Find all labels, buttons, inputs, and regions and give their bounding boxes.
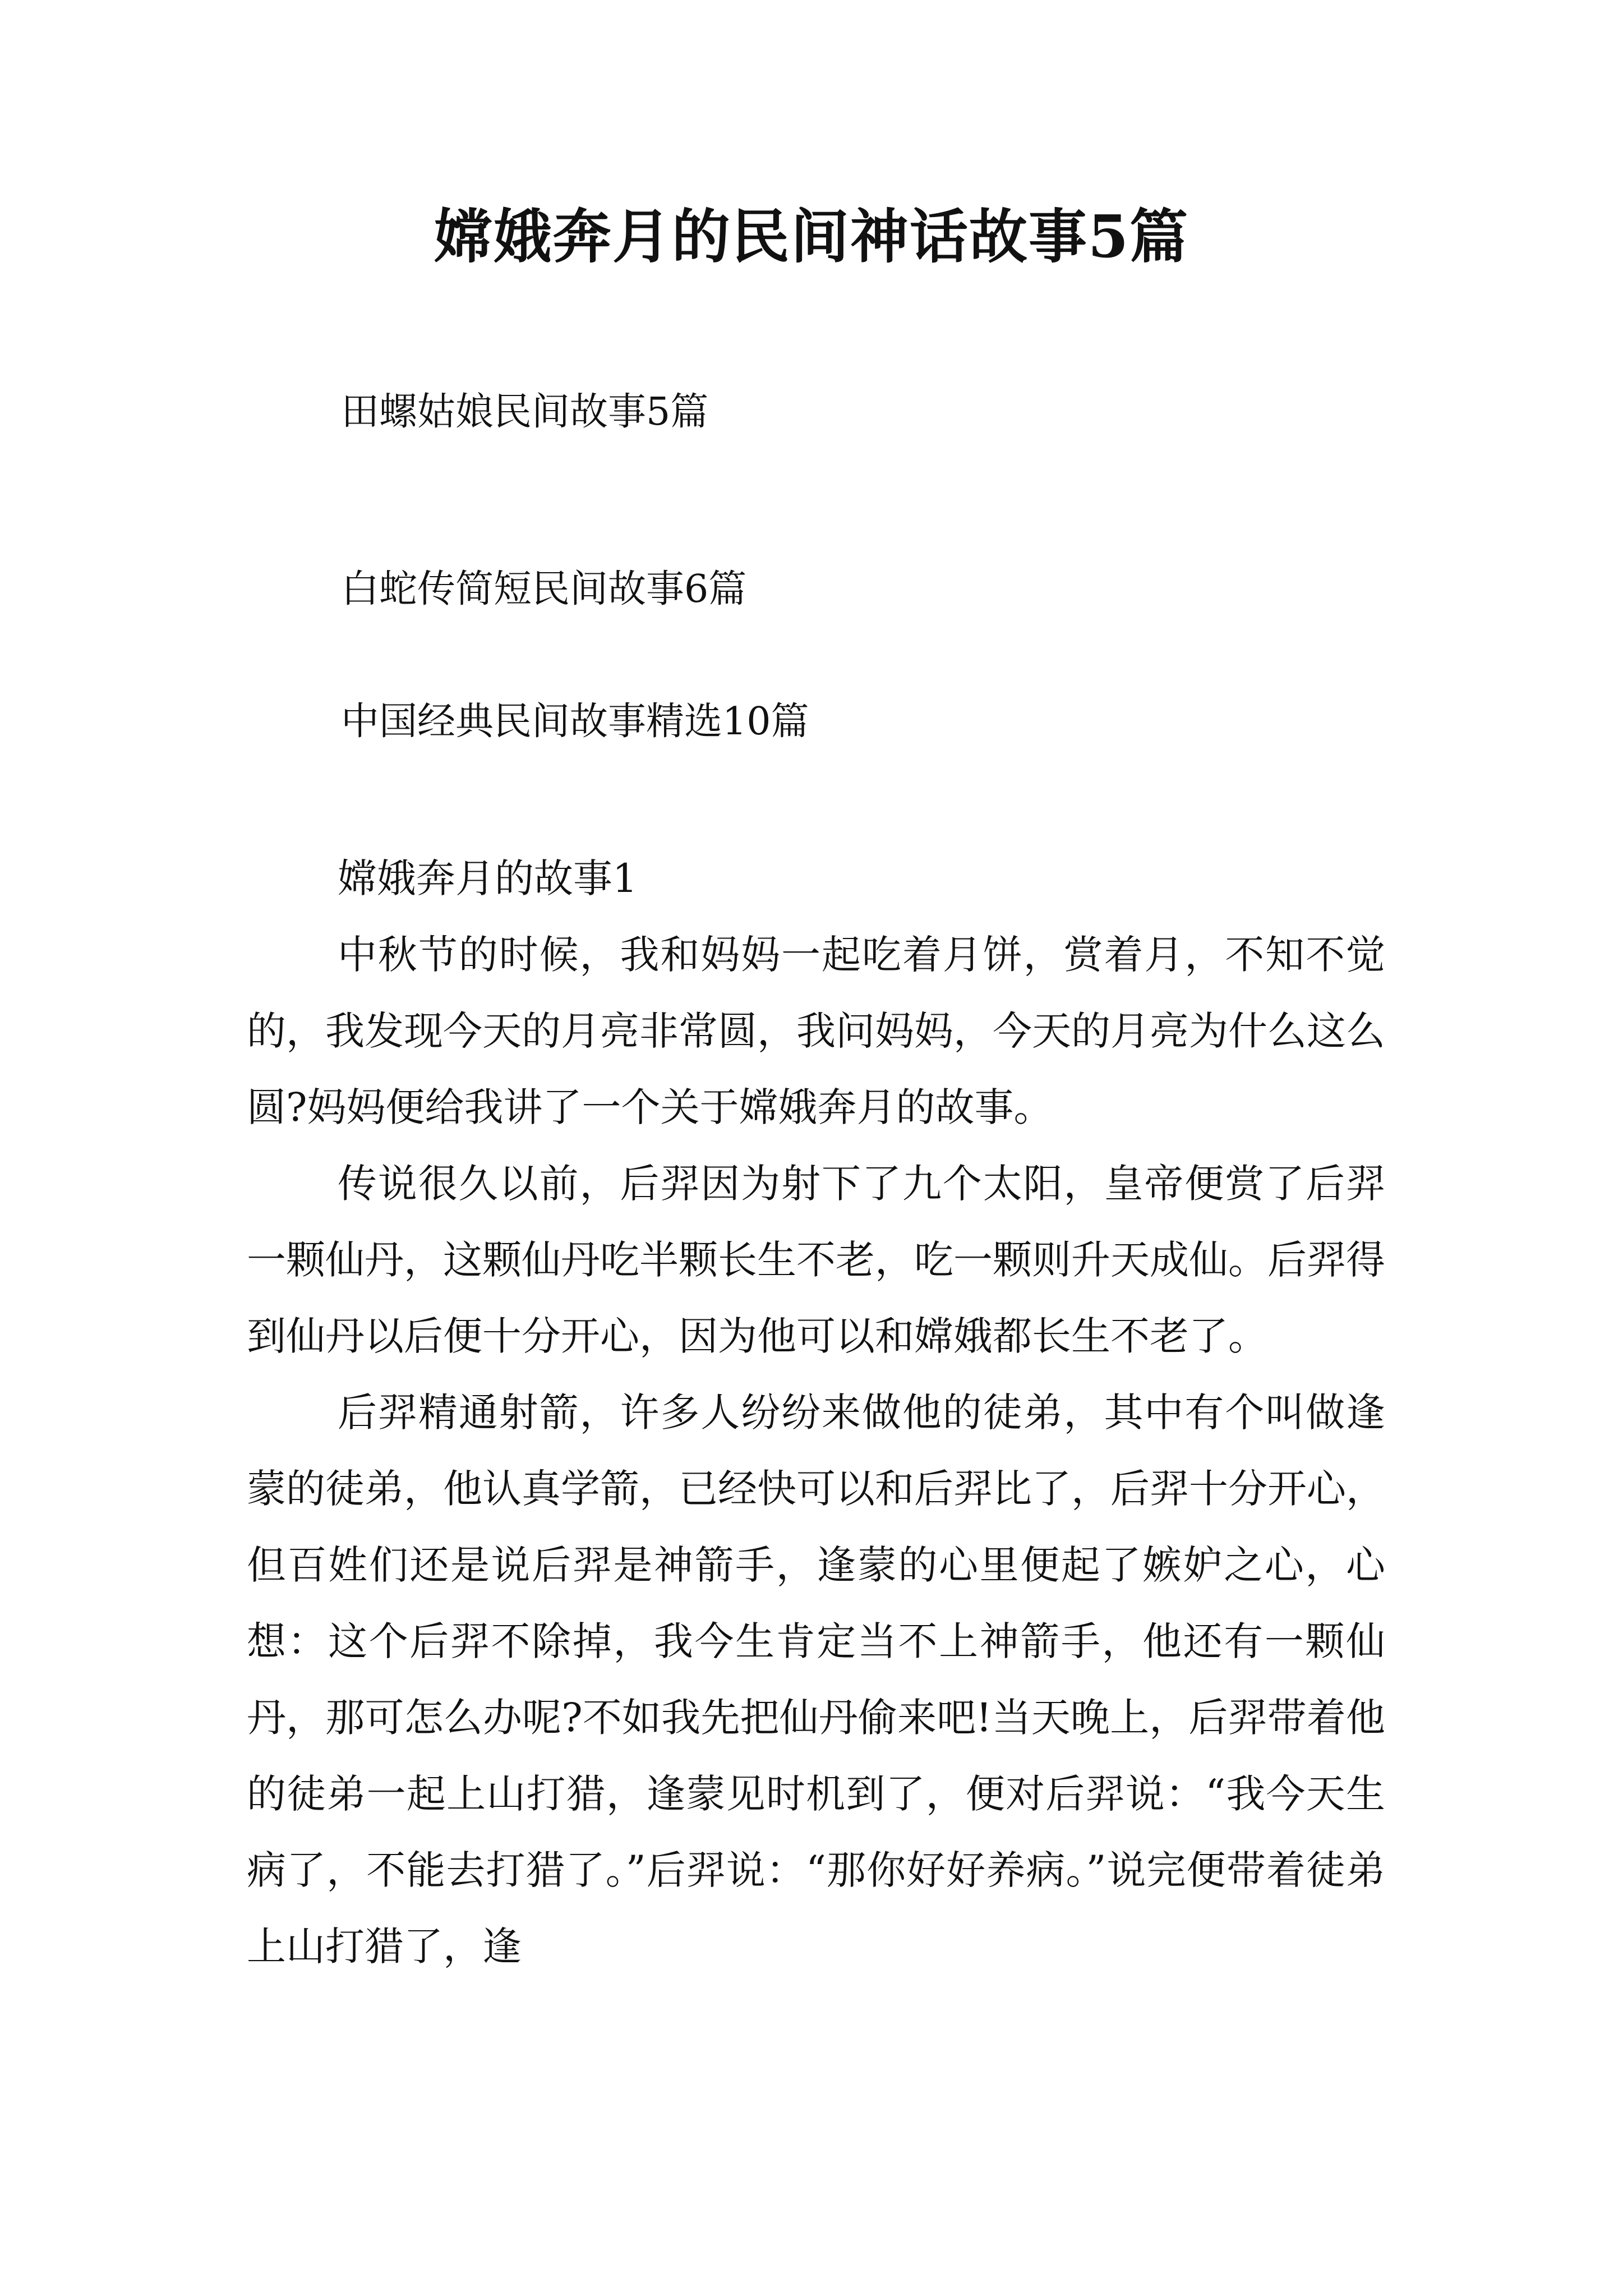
paragraph: 中秋节的时候，我和妈妈一起吃着月饼，赏着月，不知不觉的，我发现今天的月亮非常圆，我问妈妈，今天的月亮为什么这么圆?妈妈便给我讲了一个关于嫦娥奔月的故事。 (247, 932, 1385, 1130)
related-link-1[interactable]: 田螺姑娘民间故事5篇 (341, 390, 709, 434)
related-link-3[interactable]: 中国经典民间故事精选10篇 (341, 700, 809, 744)
paragraph: 后羿精通射箭，许多人纷纷来做他的徒弟，其中有个叫做逢蒙的徒弟，他认真学箭，已经快可以和后羿比了，后羿十分开心，但百姓们还是说后羿是神箭手，逢蒙的心里便起了嫉妒之心，心想：这个后羿不除掉，我今生肯定当不上神箭手，他还有一颗仙丹，那可怎么办呢?不如我先把仙丹偷来吧!当天晚上，后羿带着他的徒弟一起上山打猎，逢蒙见时机到了，便对后羿说：“我今天生病了，不能去打猎了。”后羿说：“那你好好养病。”说完便带着徒弟上山打猎了，逢 (247, 1389, 1385, 1970)
article-body (247, 840, 1385, 1985)
related-link-2[interactable]: 白蛇传简短民间故事6篇 (341, 567, 747, 611)
document-title: 嫦娥奔月的民间神话故事5篇 (434, 202, 1189, 271)
section-heading: 嫦娥奔月的故事1 (338, 855, 638, 901)
paragraph: 传说很久以前，后羿因为射下了九个太阳，皇帝便赏了后羿一颗仙丹，这颗仙丹吃半颗长生不老，吃一颗则升天成仙。后羿得到仙丹以后便十分开心，因为他可以和嫦娥都长生不老了。 (247, 1161, 1385, 1359)
